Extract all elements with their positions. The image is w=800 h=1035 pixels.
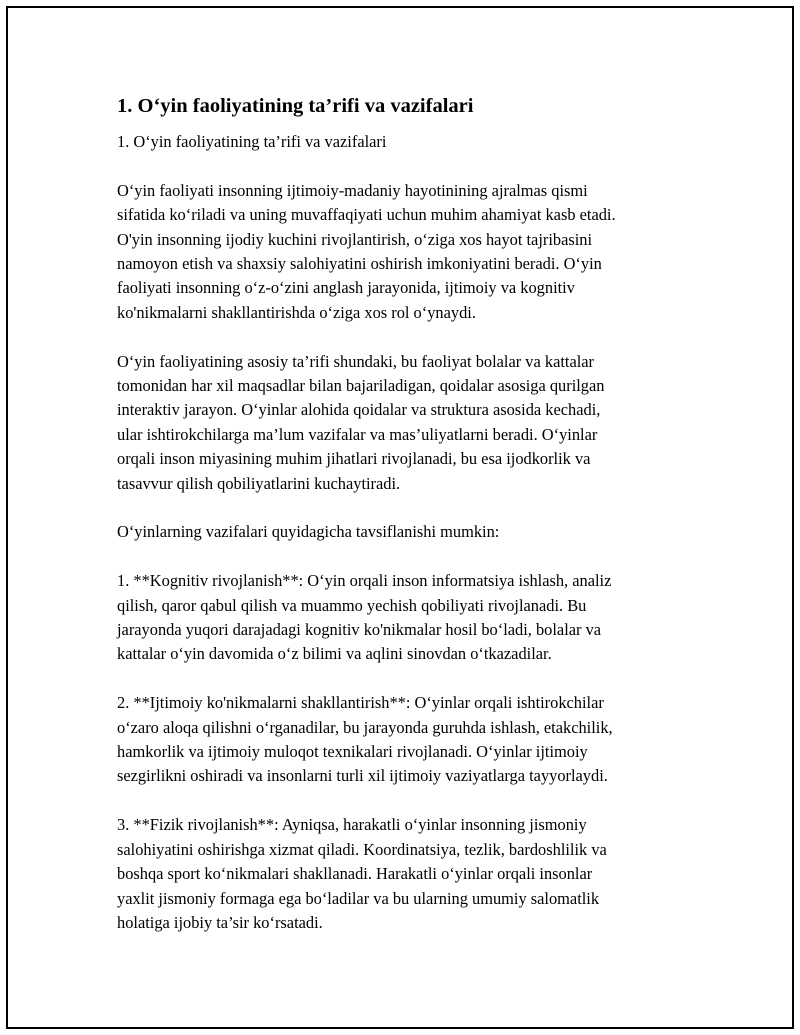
paragraph-heading-repeat: 1. O‘yin faoliyatining ta’rifi va vazifalari [117,132,387,151]
paragraph-definition: O‘yin faoliyatining asosiy ta’rifi shundaki, bu faoliyat bolalar va kattalar tomonidan har xil maqsadlar bilan bajariladigan, qoidalar asosiga qurilgan interaktiv jarayon. O‘yinlar alohida qoidalar va struktura asosida kechadi, ular ishtirokchilarga ma’lum vazifalar va mas’uliyatlarni beradi. O‘yinlar orqali inson miyasining muhim jihatlari rivojlanadi, bu esa ijodkorlik va tasavvur qilish qobiliyatlarini kuchaytiradi. [117,351,605,493]
paragraph-cognitive: 1. **Kognitiv rivojlanish**: O‘yin orqali inson informatsiya ishlash, analiz qilish, qaror qabul qilish va muammo yechish qobiliyati rivojlanadi. Bu jarayonda yuqori darajadagi kognitiv ko'nikmalar hosil bo‘ladi, bolalar va kattalar o‘yin davomida o‘z bilimi va aqlini sinovdan o‘tkazadilar. [117,571,612,664]
paragraph-intro: O‘yin faoliyati insonning ijtimoiy-madaniy hayotinining ajralmas qismi sifatida ko‘riladi va uning muvaffaqiyati uchun muhim ahamiyat kasb etadi. O'yin insonning ijodiy kuchini rivojlantirish, o‘ziga xos hayot tajribasini namoyon etish va shaxsiy salohiyatini oshirish imkoniyatini beradi. O‘yin faoliyati insonning o‘z-o‘zini anglash jarayonida, ijtimoiy va kognitiv ko'nikmalarni shakllantirishda o‘ziga xos rol o‘ynaydi. [117,180,616,322]
document-body [117,92,697,960]
paragraph-functions-lead: O‘yinlarning vazifalari quyidagicha tavsiflanishi mumkin: [117,522,500,542]
paragraph-physical: 3. **Fizik rivojlanish**: Ayniqsa, harakatli o‘yinlar insonning jismoniy salohiyatini oshirishga xizmat qiladi. Koordinatsiya, tezlik, bardoshlilik va boshqa sport ko‘nikmalari shakllanadi. Harakatli o‘yinlar orqali insonlar yaxlit jismoniy formaga ega bo‘ladilar va bu ularning umumiy salomatlik holatiga ijobiy ta’sir ko‘rsatadi. [117,815,607,932]
paragraph-social: 2. **Ijtimoiy ko'nikmalarni shakllantirish**: O‘yinlar orqali ishtirokchilar o‘zaro aloqa qilishni o‘rganadilar, bu jarayonda guruhda ishlash, etakchilik, hamkorlik va ijtimoiy muloqot texnikalari rivojlanadi. O‘yinlar ijtimoiy sezgirlikni oshiradi va insonlarni turli xil ijtimoiy vaziyatlarga tayyorlaydi. [117,693,613,786]
document-title: 1. O‘yin faoliyatining ta’rifi va vazifalari [117,95,474,117]
